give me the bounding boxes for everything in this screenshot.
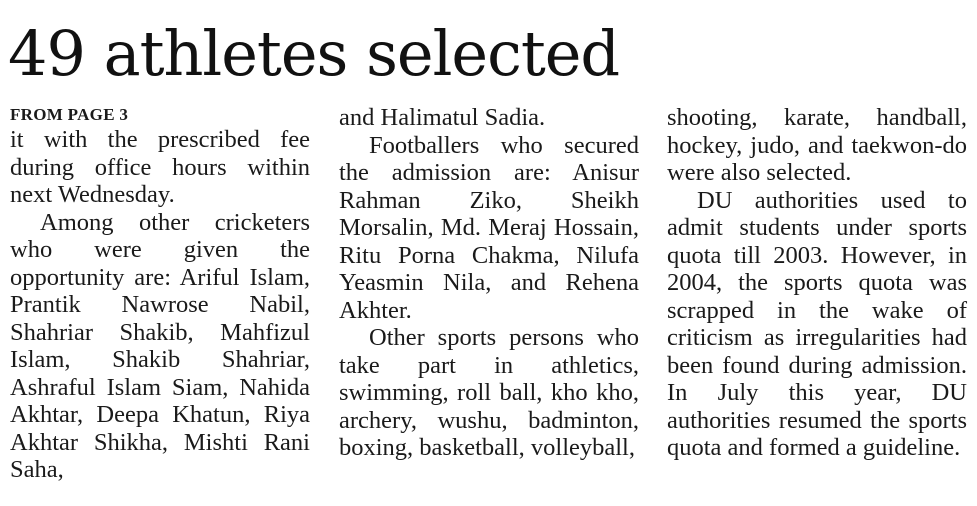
continuation-kicker: FROM PAGE 3 — [10, 105, 129, 124]
paragraph: Among other cricketers who were given the opportunity are: Ariful Islam, Prantik Nawrose Nabil, Shahriar Shakib, Mahfizul Islam, Shakib Shahriar, Ashraful Islam Siam, Nahida Akhtar, Deepa Khatun, Riya Akhtar Shikha, Mishti Rani Saha, — [10, 208, 310, 483]
article-column-1 — [10, 104, 310, 484]
paragraph: DU authorities used to admit students under sports quota till 2003. However, in 2004, the sports quota was scrapped in the wake of criticism as irregularities had been found during admission. In July this year, DU authorities resumed the sports quota and formed a guideline. — [667, 186, 967, 461]
article-column-3 — [667, 104, 967, 462]
article-column-2 — [339, 104, 639, 462]
paragraph: Other sports persons who take part in athletics, swimming, roll ball, kho kho, archery, wushu, badminton, boxing, basketball, volleyball, — [339, 324, 639, 461]
paragraph: it with the prescribed fee during office hours within next Wednesday. — [10, 126, 310, 208]
paragraph: shooting, karate, handball, hockey, judo, and taekwon-do were also selected. — [667, 104, 967, 186]
headline: 49 athletes selected — [8, 17, 620, 90]
paragraph: and Halimatul Sadia. — [339, 104, 546, 131]
paragraph: Footballers who secured the admission are: Anisur Rahman Ziko, Sheikh Morsalin, Md. Meraj Hossain, Ritu Porna Chakma, Nilufa Yeasmin Nila, and Rehena Akhter. — [339, 131, 639, 324]
